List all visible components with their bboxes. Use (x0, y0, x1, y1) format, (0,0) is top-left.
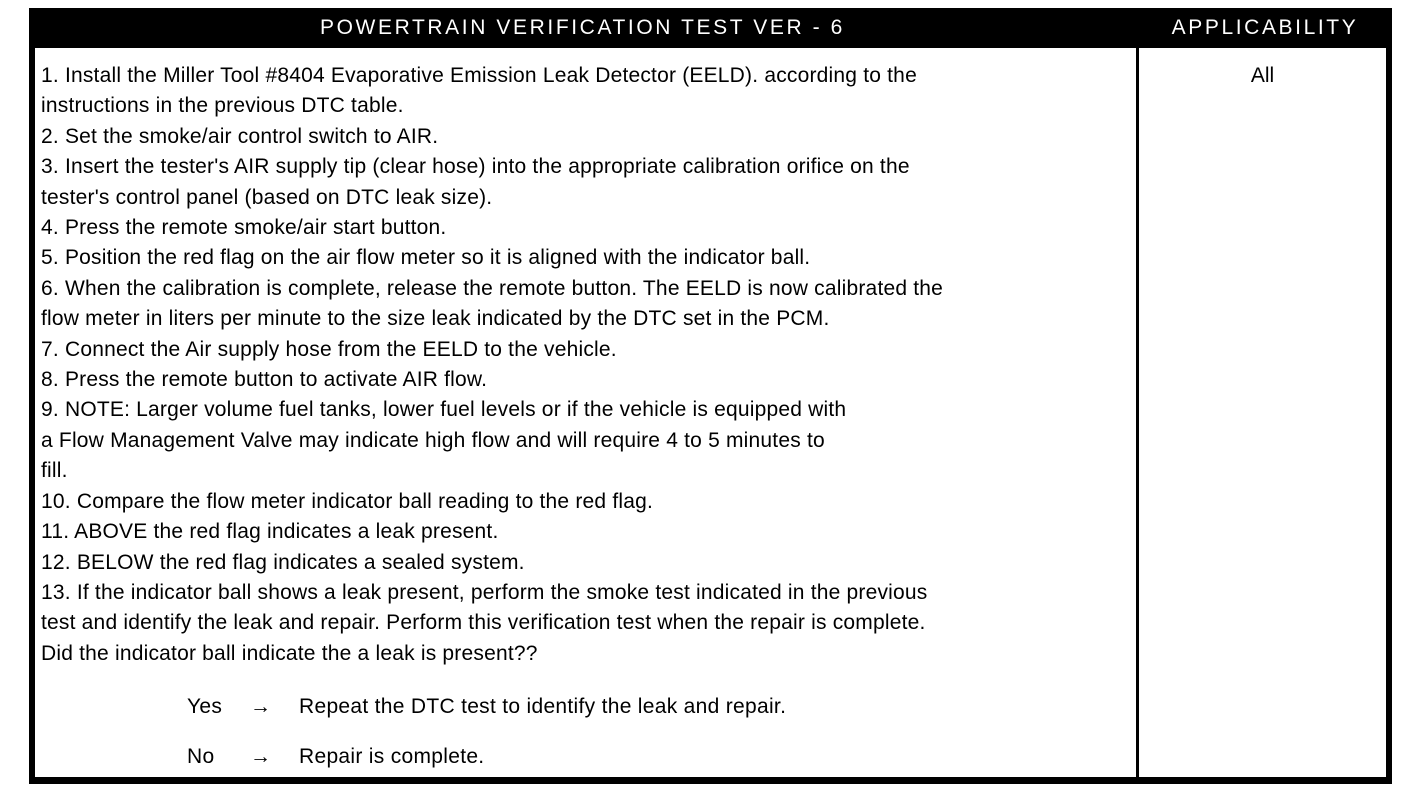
step-line: flow meter in liters per minute to the size leak indicated by the DTC set in the PCM. (41, 307, 830, 331)
answer-no-row (187, 742, 484, 772)
applicability-value: All (1250, 64, 1275, 87)
step-line: Did the indicator ball indicate the a leak is present?? (41, 641, 538, 665)
step-line: 13. If the indicator ball shows a leak present, perform the smoke test indicated in the previous (41, 580, 928, 604)
step-line: a Flow Management Valve may indicate high flow and will require 4 to 5 minutes to (41, 428, 825, 452)
step-line: 8. Press the remote button to activate AIR flow. (41, 368, 488, 392)
step-line: instructions in the previous DTC table. (41, 94, 404, 118)
right-arrow-icon: → (250, 745, 272, 768)
step-line: fill. (41, 459, 68, 483)
applicability-cell (1139, 48, 1386, 777)
step-line: 3. Insert the tester's AIR supply tip (clear hose) into the appropriate calibration orifice on the (41, 155, 910, 179)
step-line: 12. BELOW the red flag indicates a sealed system. (41, 550, 525, 574)
step-line: tester's control panel (based on DTC leak size). (41, 185, 493, 209)
step-line: 4. Press the remote smoke/air start button. (41, 216, 447, 240)
test-title-header: POWERTRAIN VERIFICATION TEST VER - 6 (320, 16, 845, 39)
test-steps-cell (35, 48, 1136, 777)
answer-no-action: Repair is complete. (299, 745, 485, 768)
answer-yes-action: Repeat the DTC test to identify the leak and repair. (299, 695, 787, 718)
right-arrow-icon: → (250, 695, 272, 718)
step-line: 10. Compare the flow meter indicator ball reading to the red flag. (41, 489, 654, 513)
step-line: 5. Position the red flag on the air flow meter so it is aligned with the indicator ball. (41, 246, 811, 270)
step-line: 1. Install the Miller Tool #8404 Evaporative Emission Leak Detector (EELD). according to the (41, 64, 917, 87)
verification-test-table (29, 8, 1392, 784)
step-line: 2. Set the smoke/air control switch to AIR. (41, 124, 439, 148)
step-line: 11. ABOVE the red flag indicates a leak present. (41, 520, 499, 544)
answer-yes-label: Yes (187, 695, 223, 718)
answer-yes-row (187, 692, 786, 722)
applicability-header: APPLICABILITY (1171, 16, 1359, 39)
step-line: 6. When the calibration is complete, release the remote button. The EELD is now calibrated the (41, 276, 944, 300)
step-line: test and identify the leak and repair. Perform this verification test when the repair is complete. (41, 611, 926, 635)
answer-no-label: No (187, 745, 215, 768)
step-line: 7. Connect the Air supply hose from the EELD to the vehicle. (41, 337, 617, 361)
step-line: 9. NOTE: Larger volume fuel tanks, lower fuel levels or if the vehicle is equipped with (41, 398, 847, 422)
